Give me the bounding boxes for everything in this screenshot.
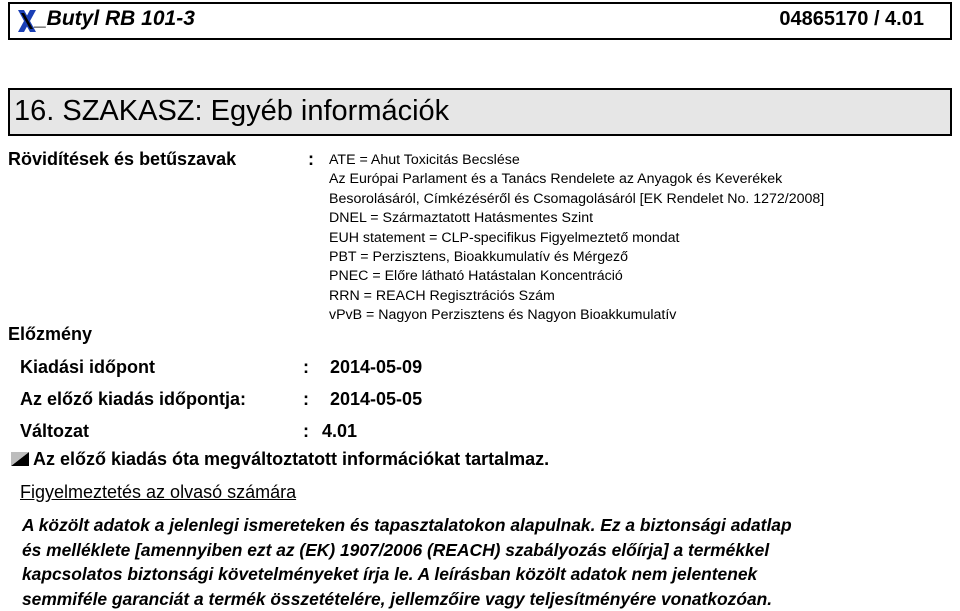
abbreviation-line: EUH statement = CLP-specifikus Figyelmeztető mondat <box>329 229 680 246</box>
abbreviations-list <box>329 151 824 326</box>
reader-notice-title: Figyelmeztetés az olvasó számára <box>20 482 297 502</box>
version-colon: : <box>303 421 309 441</box>
issue-date-value: 2014-05-09 <box>330 357 423 377</box>
previous-date-colon: : <box>303 389 309 409</box>
notice-line: kapcsolatos biztonsági követelményeket írja le. A leírásban közölt adatok nem jelentenek <box>22 564 758 584</box>
abbreviation-line: Besorolásáról, Címkézéséről és Csomagolásáról [EK Rendelet No. 1272/2008] <box>329 190 825 207</box>
abbreviation-line: Az Európai Parlament és a Tanács Rendelete az Anyagok és Keverékek <box>329 171 783 188</box>
product-name: _Butyl RB 101-3 <box>35 7 195 30</box>
previous-date-value: 2014-05-05 <box>330 389 423 409</box>
abbreviation-line: vPvB = Nagyon Perzisztens és Nagyon Bioakkumulatív <box>329 307 677 324</box>
section-title: 16. SZAKASZ: Egyéb információk <box>14 95 450 127</box>
abbreviation-line: PBT = Perzisztens, Bioakkumulatív és Mérgező <box>329 249 628 266</box>
abbreviation-line: RRN = REACH Regisztrációs Szám <box>329 287 555 304</box>
notice-line: és melléklete [amennyiben ezt az (EK) 1907/2006 (REACH) szabályozás előírja] a termékkel <box>22 539 770 560</box>
previous-date-label: Az előző kiadás időpontja: <box>20 389 247 409</box>
document-code: 04865170 / 4.01 <box>779 8 924 30</box>
abbreviations-label: Rövidítések és betűszavak <box>8 149 237 169</box>
abbreviation-line: PNEC = Előre látható Hatástalan Koncentráció <box>329 268 623 285</box>
notice-line: A közölt adatok a jelenlegi ismereteken és tapasztalatokon alapulnak. Ez a biztonsági adatlap <box>22 515 792 535</box>
abbreviation-line: DNEL = Származtatott Hatásmentes Szint <box>329 210 594 227</box>
version-value: 4.01 <box>322 421 358 441</box>
issue-date-label: Kiadási időpont <box>20 357 155 377</box>
reader-notice-text <box>22 513 954 611</box>
change-note: Az előző kiadás óta megváltoztatott információkat tartalmaz. <box>33 449 550 469</box>
section-heading-bar <box>8 88 952 136</box>
abbreviation-line: ATE = Ahut Toxicitás Becslése <box>329 152 520 168</box>
document-header <box>8 2 952 40</box>
abbreviations-colon: : <box>308 149 314 169</box>
history-heading: Előzmény <box>8 324 93 344</box>
version-label: Változat <box>20 421 90 441</box>
change-marker-icon <box>10 451 30 467</box>
notice-line: semmiféle garanciát a termék összetételére, jellemzőire vagy teljesítményére vonatkozóan. <box>22 588 773 609</box>
issue-date-colon: : <box>303 357 309 377</box>
